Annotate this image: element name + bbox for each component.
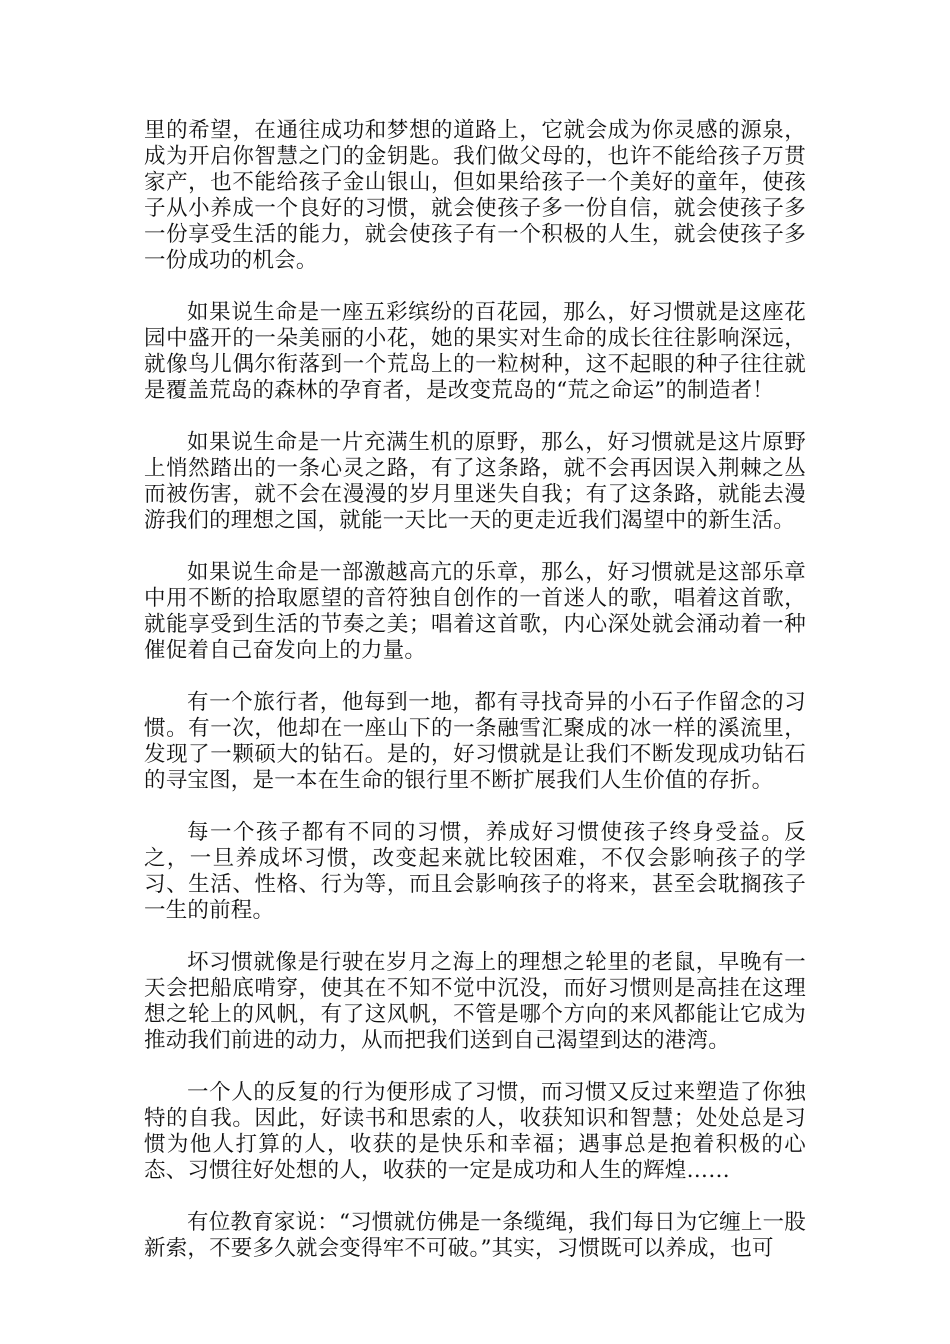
paragraph-1: 里的希望，在通往成功和梦想的道路上，它就会成为你灵感的源泉，成为开启你智慧之门的金钥匙。我们做父母的，也许不能给孩子万贯家产，也不能给孩子金山银山，但如果给孩子一个美好的童年，使孩子从小养成一个良好的习惯，就会使孩子多一份自信，就会使孩子多一份享受生活的能力，就会使孩子有一个积极的人生，就会使孩子多一份成功的机会。: [144, 118, 806, 273]
paragraph-8: 一个人的反复的行为便形成了习惯，而习惯又反过来塑造了你独特的自我。因此，好读书和思索的人，收获知识和智慧；处处总是习惯为他人打算的人，收获的是快乐和幸福；遇事总是抱着积极的心态、习惯往好处想的人，收获的一定是成功和人生的辉煌……: [144, 1080, 806, 1183]
document-body: [144, 118, 806, 1288]
paragraph-7: 坏习惯就像是行驶在岁月之海上的理想之轮里的老鼠，早晚有一天会把船底啃穿，使其在不知不觉中沉没，而好习惯则是高挂在这理想之轮上的风帆，有了这风帆，不管是哪个方向的来风都能让它成为推动我们前进的动力，从而把我们送到自己渴望到达的港湾。: [144, 950, 806, 1053]
paragraph-9: 有位教育家说：“习惯就仿佛是一条缆绳，我们每日为它缠上一股新索，不要多久就会变得牢不可破。”其实，习惯既可以养成，也可: [144, 1210, 806, 1261]
paragraph-6: 每一个孩子都有不同的习惯，养成好习惯使孩子终身受益。反之，一旦养成坏习惯，改变起来就比较困难，不仅会影响孩子的学习、生活、性格、行为等，而且会影响孩子的将来，甚至会耽搁孩子一生的前程。: [144, 820, 806, 923]
paragraph-4: 如果说生命是一部激越高亢的乐章，那么，好习惯就是这部乐章中用不断的拾取愿望的音符独自创作的一首迷人的歌，唱着这首歌，就能享受到生活的节奏之美；唱着这首歌，内心深处就会涌动着一种催促着自己奋发向上的力量。: [144, 560, 806, 663]
paragraph-3: 如果说生命是一片充满生机的原野，那么，好习惯就是这片原野上悄然踏出的一条心灵之路，有了这条路，就不会再因误入荆棘之丛而被伤害，就不会在漫漫的岁月里迷失自我；有了这条路，就能去漫游我们的理想之国，就能一天比一天的更走近我们渴望中的新生活。: [144, 430, 806, 533]
paragraph-5: 有一个旅行者，他每到一地，都有寻找奇异的小石子作留念的习惯。有一次，他却在一座山下的一条融雪汇聚成的冰一样的溪流里，发现了一颗硕大的钻石。是的，好习惯就是让我们不断发现成功钻石的寻宝图，是一本在生命的银行里不断扩展我们人生价值的存折。: [144, 690, 806, 793]
paragraph-2: 如果说生命是一座五彩缤纷的百花园，那么，好习惯就是这座花园中盛开的一朵美丽的小花，她的果实对生命的成长往往影响深远，就像鸟儿偶尔衔落到一个荒岛上的一粒树种，这不起眼的种子往往就是覆盖荒岛的森林的孕育者，是改变荒岛的“荒之命运”的制造者！: [144, 300, 806, 403]
